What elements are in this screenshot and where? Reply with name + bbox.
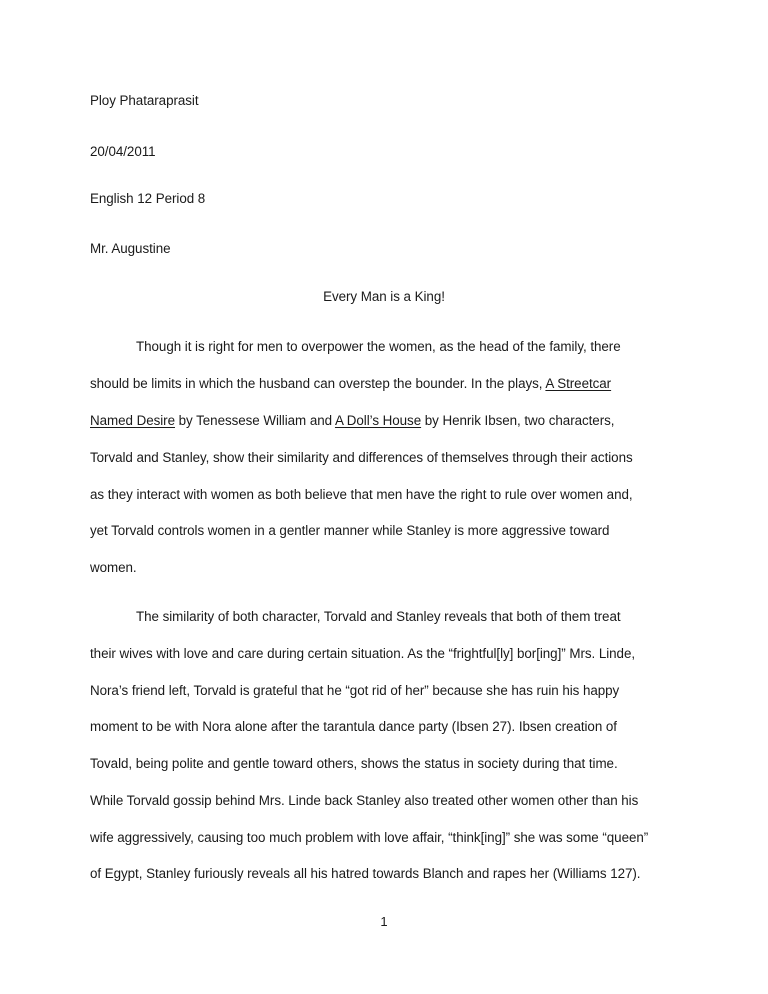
- paragraph2-line5: Tovald, being polite and gentle toward others, shows the status in society during that time.: [90, 756, 618, 771]
- paragraph1-line6: yet Torvald controls women in a gentler manner while Stanley is more aggressive toward: [90, 523, 610, 538]
- paragraph1-line2-text: should be limits in which the husband can overstep the bounder. In the plays,: [90, 376, 546, 391]
- play-title-streetcar-part2: Named Desire: [90, 413, 175, 428]
- paragraph2-line3: Nora’s friend left, Torvald is grateful that he “got rid of her” because she has ruin his happy: [90, 683, 620, 698]
- paragraph1-line3-end: by Henrik Ibsen, two characters,: [421, 413, 615, 428]
- paragraph2-line6: While Torvald gossip behind Mrs. Linde back Stanley also treated other women other than his: [90, 793, 639, 808]
- paragraph1-line1: Though it is right for men to overpower the women, as the head of the family, there: [136, 339, 621, 354]
- paragraph2-line7: wife aggressively, causing too much problem with love affair, “think[ing]” she was some “queen”: [90, 830, 649, 845]
- paragraph2-line2: their wives with love and care during certain situation. As the “frightful[ly] bor[ing]” Mrs. Linde,: [90, 646, 636, 661]
- paragraph2-line4: moment to be with Nora alone after the tarantula dance party (Ibsen 27). Ibsen creation of: [90, 719, 617, 734]
- essay-title: Every Man is a King!: [323, 289, 445, 304]
- paragraph1-line2: [90, 375, 611, 393]
- paragraph1-line5: as they interact with women as both believe that men have the right to rule over women and,: [90, 487, 633, 502]
- paragraph1-line3-mid: by Tenessese William and: [174, 413, 335, 428]
- paragraph1-line3: [90, 412, 614, 430]
- date: 20/04/2011: [90, 144, 156, 159]
- play-title-dolls-house: A Doll’s House: [334, 413, 422, 428]
- play-title-streetcar-part1: A Streetcar: [545, 376, 612, 391]
- paragraph2-line8: of Egypt, Stanley furiously reveals all his hatred towards Blanch and rapes her (Williams 127).: [90, 866, 641, 881]
- course: English 12 Period 8: [90, 191, 206, 206]
- paragraph1-line7: women.: [90, 560, 137, 575]
- page-number: 1: [380, 914, 388, 929]
- teacher: Mr. Augustine: [90, 241, 171, 256]
- paragraph2-line1: The similarity of both character, Torvald and Stanley reveals that both of them treat: [136, 609, 621, 624]
- author-name: Ploy Phataraprasit: [90, 93, 199, 108]
- paragraph1-line4: Torvald and Stanley, show their similarity and differences of themselves through their actions: [90, 450, 633, 465]
